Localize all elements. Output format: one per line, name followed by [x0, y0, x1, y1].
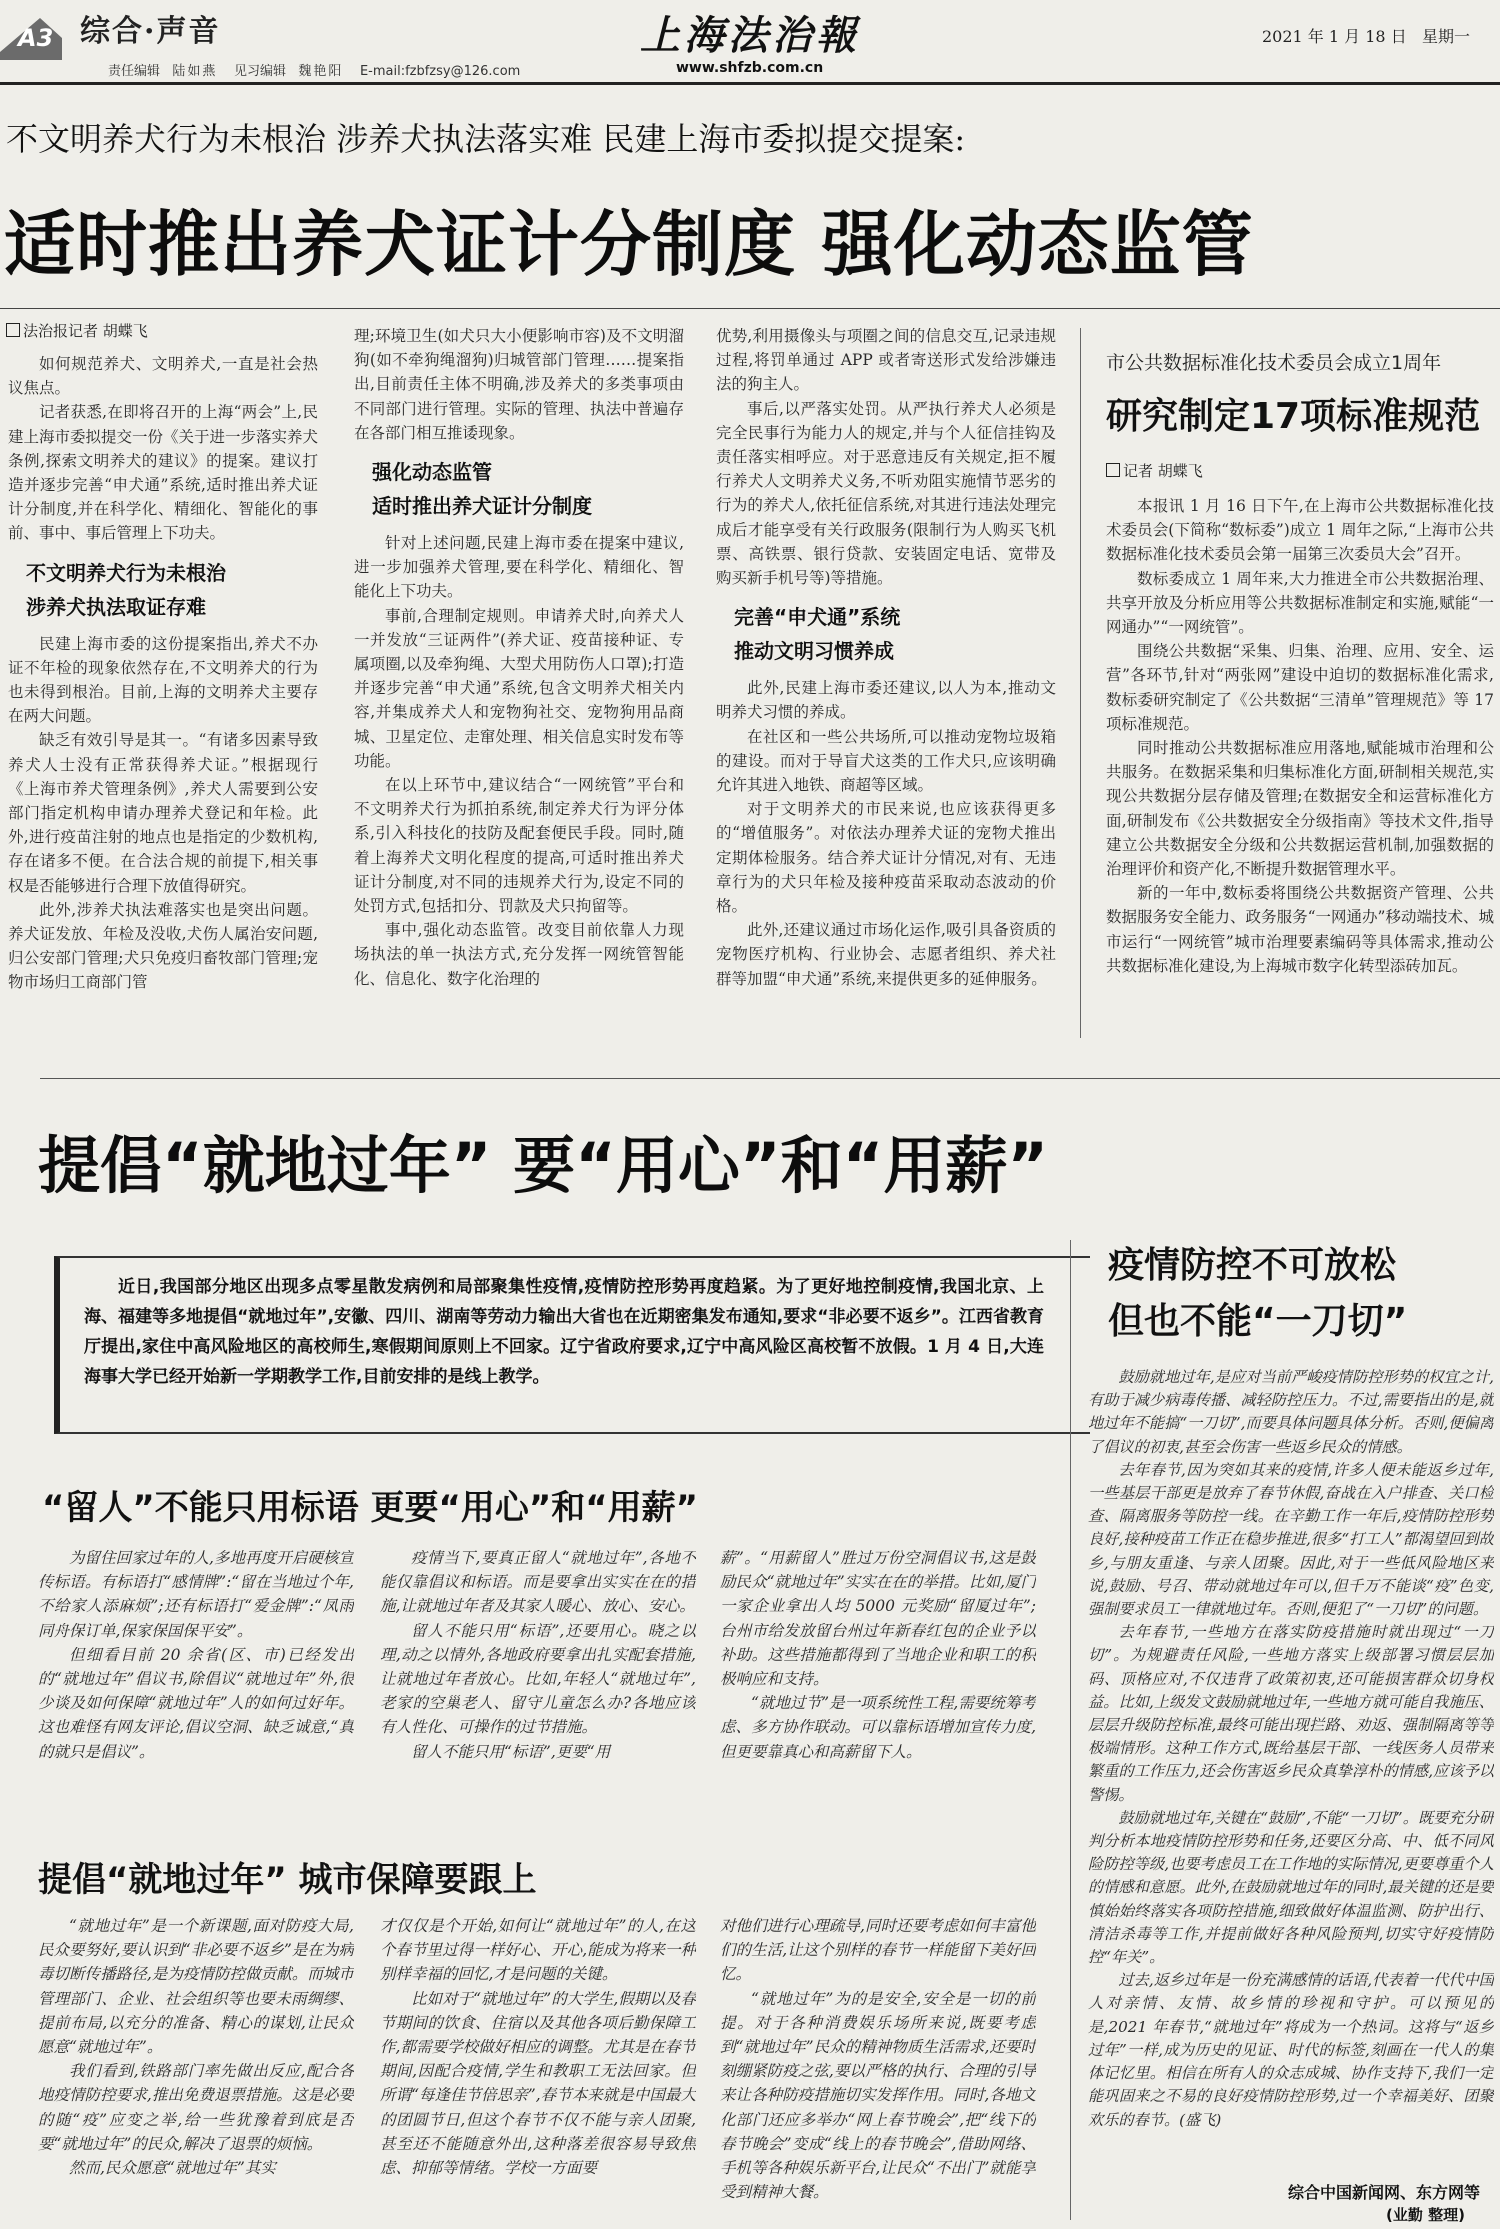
op2-p: 我们看到,铁路部门率先做出反应,配合各地疫情防控要求,推出免费退票措施。这是必要的随“疫”应变之举,给一些犹豫着到底是否要“就地过年”的民众,解决了退票的烦恼。: [38, 2062, 354, 2153]
page-number: A3: [18, 24, 54, 52]
editor-label-2: 见习编辑: [233, 64, 286, 79]
op2-column-1: [38, 1914, 354, 2224]
editor-email[interactable]: E-mail:fzbfzsy@126.com: [359, 64, 521, 79]
lead-column-1: [8, 352, 318, 1042]
op1-column-1: [38, 1546, 354, 1816]
lead-col2-p: 事前,合理制定规则。申请养犬时,向养犬人一并发放“三证两件”(养犬证、疫苗接种证、专属项圈,以及牵狗绳、大型犬用防伤人口罩);打造并逐步完善“申犬通”系统,包含文明养犬相关内容,并集成养犬人和宠物狗社交、宠物狗用品商城、卫星定位、走窜处理、相关信息实时发布等功能。: [354, 606, 684, 770]
lead-col3-p: 对于文明养犬的市民来说,也应该获得更多的“增值服务”。对依法办理养犬证的宠物犬推出定期体检服务。结合养犬证计分情况,对有、无违章行为的犬只年检及接种疫苗采取动态波动的价格。: [716, 800, 1056, 916]
op1-column-3: [720, 1546, 1036, 1816]
op3-p: 过去,返乡过年是一份充满感情的话语,代表着一代代中国人对亲情、友情、故乡情的珍视和守护。可以预见的是,2021 年春节,“就地过年”将成为一个热词。这将与“返乡过年”一样,成为历史的见证、时代的标签,刻画在一代人的集体记忆里。相信在所有人的众志成城、协作支持下,我们一定能巩固来之不易的良好疫情防控形势,过一个幸福美好、团聚欢乐的春节。(盛飞): [1088, 1971, 1494, 2129]
op1-column-2: [380, 1546, 696, 1816]
op2-column-3: [720, 1914, 1036, 2224]
editor-line: [108, 60, 520, 79]
op1-p: 薪”。“用薪留人”胜过万份空洞倡议书,这是鼓励民众“就地过年”实实在在的举措。比如,厦门一家企业拿出人均 5000 元奖励“留厦过年”;台州市给发放留台州过年新春红包的企业予以补助。这些措施都得到了当地企业和职工的积极响应和支持。: [720, 1549, 1036, 1689]
section-title: 综合·声音: [80, 14, 221, 49]
op3-headline: [1108, 1238, 1407, 1350]
lead-col1-p: 记者获悉,在即将召开的上海“两会”上,民建上海市委拟提交一份《关于进一步落实养犬条例,探索文明养犬的建议》的提案。建议打造并逐步完善“申犬通”系统,适时推出养犬证计分制度,并在科学化、精细化、智能化的事前、事中、事后管理上下功夫。: [8, 403, 318, 543]
lead-col2-p: 事中,强化动态监管。改变目前依靠人力现场执法的单一执法方式,充分发挥一网统管智能化、信息化、数字化治理的: [354, 921, 684, 988]
issue-date: [1262, 24, 1470, 47]
feature-headline: 提倡“就地过年” 要“用心”和“用薪”: [38, 1129, 1049, 1202]
op1-headline: “留人”不能只用标语 更要“用心”和“用薪”: [42, 1488, 698, 1528]
source-credit: 综合中国新闻网、东方网等: [1288, 2183, 1481, 2202]
editor-label-1: 责任编辑: [108, 64, 161, 79]
op2-p: 然而,民众愿意“就地过年”其实: [69, 2159, 276, 2178]
right-story-p: 围绕公共数据“采集、归集、治理、应用、安全、运营”各环节,针对“两张网”建设中迫切的数据标准化需求,数标委研究制定了《公共数据“三清单”管理规范》等 17 项标准规范。: [1106, 642, 1494, 733]
paper-name-logo: 上海法治報: [640, 12, 860, 59]
lead-col3-p: 优势,利用摄像头与项圈之间的信息交互,记录违规过程,将罚单通过 APP 或者寄送形式发给涉嫌违法的狗主人。: [716, 327, 1056, 394]
lead-col1-p: 缺乏有效引导是其一。“有诸多因素导致养犬人士没有正常获得养犬证。”根据现行《上海市养犬管理条例》,养犬人需要到公安部门指定机构申请办理养犬登记和年检。此外,进行疫苗注射的地点也是指定的少数机构,存在诸多不便。在合法合规的前提下,相关事权是否能够进行合理下放值得研究。: [8, 731, 318, 895]
op3-p: 去年春节,一些地方在落实防疫措施时就出现过“一刀切”。为规避责任风险,一些地方落实上级部署习惯层层加码、顶格应对,不仅违背了政策初衷,还可能损害群众切身权益。比如,上级发文鼓励就地过年,一些地方就可能自我施压、层层升级防控标准,最终可能出现拦路、劝返、强制隔离等等极端情形。这种工作方式,既给基层干部、一线医务人员带来繁重的工作压力,还会伤害返乡民众真挚淳朴的情感,应该予以警惕。: [1088, 1623, 1494, 1804]
feature-intro-text: 近日,我国部分地区出现多点零星散发病例和局部聚集性疫情,疫情防控形势再度趋紧。为了更好地控制疫情,我国北京、上海、福建等多地提倡“就地过年”,安徽、四川、湖南等劳动力输出大省也在近期密集发布通知,要求“非必要不返乡”。江西省教育厅提出,家住中高风险地区的高校师生,寒假期间原则上不回家。辽宁省政府要求,辽宁中高风险区高校暂不放假。1 月 4 日,大连海事大学已经开始新一学期教学工作,目前安排的是线上教学。: [84, 1277, 1044, 1387]
editor-credit: (业勤 整理): [1386, 2206, 1465, 2224]
date-text: 2021 年 1 月 18 日: [1262, 27, 1407, 46]
lead-col3-p: 此外,民建上海市委还建议,以人为本,推动文明养犬习惯的养成。: [716, 679, 1056, 722]
lead-col1-p: 民建上海市委的这份提案指出,养犬不办证不年检的现象依然存在,不文明养犬的行为也未得到根治。目前,上海的文明养犬主要存在两大问题。: [8, 634, 318, 726]
lead-subhead-3: [734, 600, 1056, 668]
op3-divider: [1070, 1240, 1071, 2220]
feature-intro-box: [54, 1256, 1090, 1434]
right-story-divider: [1080, 328, 1081, 1038]
right-story-byline-text: 记者 胡蝶飞: [1123, 462, 1203, 480]
page-number-badge: [0, 14, 62, 60]
lead-byline-text: 法治报记者 胡蝶飞: [23, 322, 148, 340]
op2-p: “就地过年”是一个新课题,面对防疫大局,民众要努好,要认识到“非必要不返乡”是在为病毒切断传播路径,是为疫情防控做贡献。而城市管理部门、企业、社会组织等也要未雨绸缪、提前布局,以充分的准备、精心的谋划,让民众愿意“就地过年”。: [38, 1917, 354, 2057]
lead-col2-p: 在以上环节中,建议结合“一网统管”平台和不文明养犬行为抓拍系统,制定养犬行为评分体系,引入科技化的技防及配套便民手段。同时,随着上海养犬文明化程度的提高,可适时推出养犬证计分制度,对不同的违规养犬行为,设定不同的处罚方式,包括扣分、罚款及犬只拘留等。: [354, 776, 684, 916]
lead-subhead-3-line1: 完善“申犬通”系统: [734, 605, 901, 630]
byline-square-icon: [1106, 463, 1120, 477]
right-story-p: 同时推动公共数据标准应用落地,赋能城市治理和公共服务。在数据采集和归集标准化方面,研制相关规范,实现公共数据分层存储及管理;在数据安全和运营标准化方面,研制发布《公共数据安全分级指南》等技术文件,指导建立公共数据安全分级和公共数据运营机制,加强数据的治理评价和资产化,不断提升数据管理水平。: [1106, 739, 1494, 879]
lead-subhead-1: [26, 556, 318, 624]
op3-body: [1088, 1366, 1494, 2172]
lead-subhead-2: [372, 455, 684, 523]
right-story-p: 本报讯 1 月 16 日下午,在上海市公共数据标准化技术委员会(下简称“数标委”)成立 1 周年之际,“上海市公共数据标准化技术委员会第一届第三次委员大会”召开。: [1106, 497, 1494, 564]
lead-headline: 适时推出养犬证计分制度 强化动态监管: [4, 203, 1254, 286]
lead-column-2: [354, 324, 684, 1042]
weekday-text: 星期一: [1421, 27, 1470, 46]
op1-p: “就地过节”是一项系统性工程,需要统筹考虑、多方协作联动。可以靠标语增加宣传力度,但更要靠真心和高薪留下人。: [720, 1694, 1036, 1761]
lead-kicker: 不文明养犬行为未根治 涉养犬执法落实难 民建上海市委拟提交提案:: [6, 120, 966, 158]
lead-col3-p: 在社区和一些公共场所,可以推动宠物垃圾箱的建设。而对于导盲犬这类的工作犬只,应该明确允许其进入地铁、商超等区域。: [716, 727, 1056, 795]
lead-col2-p: 理;环境卫生(如犬只大小便影响市容)及不文明溜狗(如不牵狗绳溜狗)归城管部门管理……提案指出,目前责任主体不明确,涉及养犬的多类事项由不同部门进行管理。实际的管理、执法中普遍存在各部门相互推诿现象。: [354, 327, 684, 442]
op3-headline-line1: 疫情防控不可放松: [1108, 1245, 1397, 1286]
lead-headline-rule: [0, 308, 1500, 309]
lead-col3-p: 事后,以严落实处罚。从严执行养犬人必须是完全民事行为能力人的规定,并与个人征信挂钩及责任落实相呼应。对于恶意违反有关规定,拒不履行养犬人文明养犬义务,不听劝阻实施情节恶劣的行为的养犬人,依托征信系统,对其进行违法处理完成后才能享受有关行政服务(限制行为人购买飞机票、高铁票、银行贷款、安装固定电话、宽带及购买新手机号等)等措施。: [716, 399, 1056, 588]
op1-p: 但细看目前 20 余省(区、市)已经发出的“就地过年”倡议书,除倡议“就地过年”外,很少谈及如何保障“就地过年”人的如何过好年。这也难怪有网友评论,倡议空洞、缺乏诚意,“真的就只是倡议”。: [38, 1645, 354, 1761]
lead-byline: [6, 320, 148, 341]
lead-col1-p: 如何规范养犬、文明养犬,一直是社会热议焦点。: [8, 355, 318, 398]
website-link[interactable]: www.shfzb.com.cn: [676, 60, 824, 76]
lead-subhead-2-line2: 适时推出养犬证计分制度: [372, 494, 592, 519]
right-story-byline: [1106, 460, 1203, 481]
right-story-body: [1106, 494, 1494, 1042]
section-divider: [40, 1078, 1500, 1079]
op3-p: 鼓励就地过年,是应对当前严峻疫情防控形势的权宜之计,有助于减少病毒传播、减轻防控压力。不过,需要指出的是,就地过年不能搞“一刀切”,而要具体问题具体分析。否则,便偏离了倡议的初衷,甚至会伤害一些返乡民众的情感。: [1088, 1368, 1494, 1456]
masthead-rule: [0, 82, 1500, 85]
byline-square-icon: [6, 323, 20, 337]
right-story-p: 新的一年中,数标委将围绕公共数据资产管理、公共数据服务安全能力、政务服务“一网通办”移动端技术、城市运行“一网统管”城市治理要素编码等具体需求,推动公共数据标准化建设,为上海城市数字化转型添砖加瓦。: [1106, 884, 1494, 975]
op3-p: 鼓励就地过年,关键在“鼓励”,不能“一刀切”。既要充分研判分析本地疫情防控形势和任务,还要区分高、中、低不同风险防控等级,也要考虑员工在工作地的实际情况,更要尊重个人的情感和意愿。此外,在鼓励就地过年的同时,最关键的还是要慎始始终落实各项防控措施,细致做好体温监测、防护出行、清洁杀毒等工作,并提前做好各种风险预判,切实守好疫情防控“年关”。: [1088, 1808, 1494, 1967]
right-story-p: 数标委成立 1 周年来,大力推进全市公共数据治理、共享开放及分析应用等公共数据标准制定和实施,赋能“一网通办”“一网统管”。: [1106, 569, 1494, 637]
right-story-kicker: 市公共数据标准化技术委员会成立1周年: [1106, 352, 1442, 374]
lead-subhead-3-line2: 推动文明习惯养成: [734, 639, 894, 664]
op2-p: 才仅仅是个开始,如何让“就地过年”的人,在这个春节里过得一样好心、开心,能成为将来一种别样幸福的回忆,才是问题的关键。: [380, 1917, 696, 1984]
op2-p: “就地过年”为的是安全,安全是一切的前提。对于各种消费娱乐场所来说,既要考虑到“就地过年”民众的精神物质生活需求,还要时刻绷紧防疫之弦,要以严格的执行、合理的引导来让各种防疫措施切实发挥作用。同时,各地文化部门还应多举办“网上春节晚会”,把“线下的春节晚会”变成“线上的春节晚会”,借助网络、手机等各种娱乐新平台,让民众“不出门”就能享受到精神大餐。: [720, 1989, 1036, 2202]
lead-column-3: [716, 324, 1056, 1042]
op3-headline-line2: 但也不能“一刀切”: [1108, 1301, 1408, 1342]
op2-p: 对他们进行心理疏导,同时还要考虑如何丰富他们的生活,让这个别样的春节一样能留下美好回忆。: [720, 1917, 1036, 1984]
lead-subhead-2-line1: 强化动态监管: [372, 460, 492, 485]
lead-col1-p: 此外,涉养犬执法难落实也是突出问题。养犬证发放、年检及没收,犬伤人属治安问题,归公安部门管理;犬只免疫归畜牧部门管理;宠物市场归工商部门管: [8, 900, 318, 992]
op1-p: 留人不能只用“标语”,还要用心。晓之以理,动之以情外,各地政府要拿出扎实配套措施,让就地过年者放心。比如,年轻人“就地过年”,老家的空巢老人、留守儿童怎么办?各地应该有人性化、可操作的过节措施。: [380, 1621, 696, 1737]
op1-p: 疫情当下,要真正留人“就地过年”,各地不能仅靠倡议和标语。而是要拿出实实在在的措施,让就地过年者及其家人暖心、放心、安心。: [380, 1549, 696, 1616]
op3-p: 去年春节,因为突如其来的疫情,许多人便未能返乡过年,一些基层干部更是放弃了春节休假,奋战在入户排查、关口检查、隔离服务等防控一线。在辛勤工作一年后,疫情防控形势良好,接种疫苗工作正在稳步推进,很多“打工人”都渴望回到故乡,与朋友重逢、与亲人团聚。因此,对于一些低风险地区来说,鼓励、号召、带动就地过年可以,但千万不能谈“疫”色变,强制要求员工一律就地过年。否则,便犯了“一刀切”的问题。: [1088, 1460, 1494, 1619]
lead-col2-p: 针对上述问题,民建上海市委在提案中建议,进一步加强养犬管理,要在科学化、精细化、智能化上下功夫。: [354, 534, 684, 601]
op2-column-2: [380, 1914, 696, 2224]
op1-p: 留人不能只用“标语”,更要“用: [411, 1742, 611, 1761]
right-story-headline: 研究制定17项标准规范: [1106, 396, 1481, 437]
op2-p: 比如对于“就地过年”的大学生,假期以及春节期间的饮食、住宿以及其他各项后勤保障工作,都需要学校做好相应的调整。尤其是在春节期间,因配合疫情,学生和教职工无法回家。但所谓“每逢佳节倍思亲”,春节本来就是中国最大的团圆节日,但这个春节不仅不能与亲人团聚,甚至还不能随意外出,这种落差很容易导致焦虑、抑郁等情绪。学校一方面要: [380, 1989, 696, 2178]
editor-name-2: 魏艳阳: [298, 64, 344, 79]
editor-name-1: 陆如燕: [172, 64, 218, 79]
lead-col3-p: 此外,还建议通过市场化运作,吸引具备资质的宠物医疗机构、行业协会、志愿者组织、养犬社群等加盟“申犬通”系统,来提供更多的延伸服务。: [716, 921, 1056, 988]
lead-subhead-1-line2: 涉养犬执法取证存难: [26, 594, 206, 619]
op2-headline: 提倡“就地过年” 城市保障要跟上: [38, 1860, 537, 1900]
op1-p: 为留住回家过年的人,多地再度开启硬核宣传标语。有标语打“感情牌”:“留在当地过个年,不给家人添麻烦”;还有标语打“爱金牌”:“凤雨同舟保订单,保家保国保平安”。: [38, 1549, 354, 1640]
lead-subhead-1-line1: 不文明养犬行为未根治: [26, 560, 226, 585]
